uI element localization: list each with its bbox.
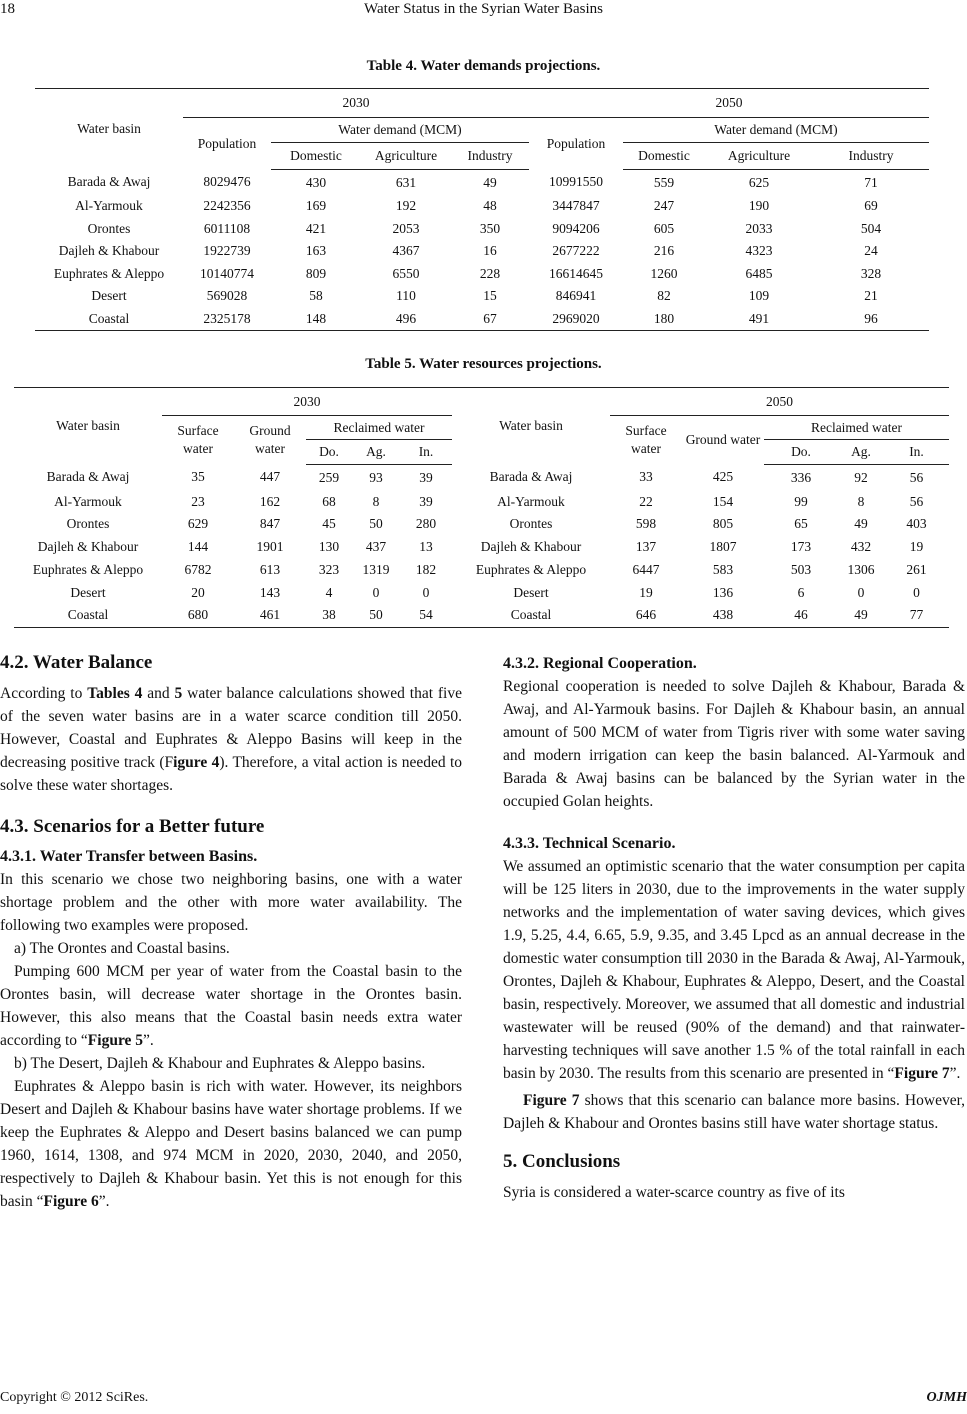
table5-cell-s30: 35 <box>191 469 205 485</box>
table5-cell-basin2: Euphrates & Aleppo <box>475 562 587 578</box>
table4-cell-p50: 9094206 <box>552 220 600 236</box>
table5-cell-s30: 680 <box>162 604 234 627</box>
table5-cell-g50: 1807 <box>709 539 737 555</box>
table5-cell-in50: 403 <box>906 516 927 532</box>
section-4-3-2-heading: 4.3.2. Regional Cooperation. <box>503 655 697 672</box>
table5-cell-g30: 1901 <box>256 539 284 555</box>
table4-cell-basin: Orontes <box>87 220 131 236</box>
table5-row <box>14 465 949 491</box>
table5-row <box>14 604 949 627</box>
table5-cell-basin: Barada & Awaj <box>46 469 130 485</box>
table4-cell-basin: Desert <box>91 288 127 304</box>
table5-cell-do30: 45 <box>322 516 336 532</box>
table5-header-do-2030: Do. <box>306 440 352 465</box>
table4-cell-d50: 82 <box>657 288 671 304</box>
section-4-3-2-paragraph: Regional cooperation is needed to solve Dajleh & Khabour, Barada & Awaj, and Al-Yarmouk basins. For Dajleh & Khabour basin, an annual amount of 500 MCM of water from Tigris river with some water saving and modern irrigation can keep the basin balanced. Al-Yarmouk and Barada & Awaj basins can be balanced by the Syrian water in the occupied Golan heights. <box>503 678 965 810</box>
table5-cell-s50: 6447 <box>632 562 660 578</box>
table5-header-ground-2050: Ground water <box>685 432 761 448</box>
table5 <box>14 387 949 628</box>
table4-row <box>35 285 929 308</box>
table5-cell-in30: 54 <box>400 604 452 627</box>
table5-cell-s50: 646 <box>610 604 682 627</box>
table5-cell-in30: 39 <box>419 493 433 509</box>
table5-header-ag-2050: Ag. <box>838 440 884 465</box>
table4-cell-a30: 6550 <box>392 265 420 281</box>
table5-cell-basin: Dajleh & Khabour <box>37 539 139 555</box>
table5-cell-ag30: 50 <box>352 604 400 627</box>
table5-cell-basin2: Barada & Awaj <box>489 469 573 485</box>
table4-cell-a30: 192 <box>395 198 417 214</box>
table4-cell-p50: 10991550 <box>549 174 603 190</box>
table4-cell-d50: 559 <box>653 174 675 190</box>
table5-cell-g50: 583 <box>712 562 734 578</box>
table4-cell-i30: 67 <box>451 308 529 331</box>
table5-header-ag-2030: Ag. <box>352 440 400 465</box>
table4-cell-p50: 846941 <box>555 288 597 304</box>
table5-cell-basin2: Coastal <box>452 604 610 627</box>
table4-cell-a30: 4367 <box>392 243 420 259</box>
table4-cell-i30: 350 <box>479 220 501 236</box>
table5-cell-in50: 261 <box>906 562 927 578</box>
table5-cell-ag50: 49 <box>838 604 884 627</box>
table4-cell-i30: 228 <box>479 265 501 281</box>
table5-cell-basin: Desert <box>70 584 106 600</box>
journal-abbreviation: OJMH <box>926 1390 967 1405</box>
table5-cell-s50: 19 <box>639 584 653 600</box>
table5-cell-s30: 6782 <box>184 562 212 578</box>
table4-header-population-2030: Population <box>197 135 257 151</box>
table5-cell-s30: 20 <box>191 584 205 600</box>
table5-cell-g50: 154 <box>712 493 734 509</box>
table4-row <box>35 218 929 241</box>
table5-cell-ag50: 1306 <box>847 562 875 578</box>
table5-cell-do50: 336 <box>790 469 812 485</box>
table5-header-2050: 2050 <box>610 388 949 416</box>
table4-header-basin: Water basin <box>35 89 183 170</box>
table4-header-industry-2030: Industry <box>451 143 529 170</box>
table4-row <box>35 263 929 286</box>
section-4-2-heading: 4.2. Water Balance <box>0 652 153 673</box>
table5-header-reclaimed-2050: Reclaimed water <box>764 416 949 440</box>
table4-cell-a50: 491 <box>705 308 813 331</box>
table4-cell-d30: 58 <box>309 288 323 304</box>
table5-caption: Table 5. Water resources projections. <box>365 356 602 372</box>
table4-cell-d30: 163 <box>305 243 327 259</box>
table5-header-do-2050: Do. <box>764 440 838 465</box>
table4-cell-p50: 2969020 <box>529 308 623 331</box>
table4-cell-d50: 605 <box>653 220 675 236</box>
table4-cell-basin: Dajleh & Khabour <box>58 243 160 259</box>
table4-cell-a50: 190 <box>748 198 770 214</box>
table4-cell-a30: 631 <box>395 174 417 190</box>
table4-cell-d30: 430 <box>305 174 327 190</box>
table4-cell-d50: 1260 <box>650 265 678 281</box>
table4-cell-a30: 496 <box>361 308 451 331</box>
table5-cell-in30: 39 <box>419 469 433 485</box>
table5-cell-ag50: 49 <box>854 516 868 532</box>
table4-header-agriculture-2050: Agriculture <box>705 143 813 170</box>
table5-cell-do30: 323 <box>318 562 340 578</box>
table4-cell-d30: 421 <box>305 220 327 236</box>
table5-cell-basin: Euphrates & Aleppo <box>32 562 144 578</box>
table4-cell-i30: 15 <box>483 288 497 304</box>
table5-cell-do30: 38 <box>306 604 352 627</box>
table5-header-surface-2050: Surface water <box>625 423 667 457</box>
table5-cell-basin: Orontes <box>66 516 110 532</box>
section-4-3-heading: 4.3. Scenarios for a Better future <box>0 816 265 837</box>
table5-row <box>14 490 949 513</box>
table5-cell-do30: 68 <box>322 493 336 509</box>
table5-cell-ag30: 0 <box>372 584 380 600</box>
table5-cell-g30: 447 <box>259 469 281 485</box>
section-4-3-3-heading: 4.3.3. Technical Scenario. <box>503 835 676 852</box>
table4-cell-i50: 69 <box>864 198 878 214</box>
table5-cell-ag30: 437 <box>365 539 387 555</box>
table5-cell-ag50: 92 <box>854 469 868 485</box>
table5-header-ground-2030: Ground water <box>249 423 291 457</box>
right-column <box>503 650 965 1204</box>
table5-cell-do50: 503 <box>790 562 812 578</box>
left-column <box>0 650 462 1213</box>
table5-cell-s50: 598 <box>635 516 657 532</box>
table5-header-surface-2030: Surface water <box>177 423 219 457</box>
table4-cell-p30: 10140774 <box>200 265 254 281</box>
table5-cell-do30: 259 <box>318 469 340 485</box>
table5-row <box>14 559 949 582</box>
table4-cell-d50: 247 <box>653 198 675 214</box>
table4-cell-i50: 21 <box>864 288 878 304</box>
table4-header-demand-2030: Water demand (MCM) <box>271 118 529 143</box>
table5-cell-ag30: 93 <box>369 469 383 485</box>
table4-cell-basin: Euphrates & Aleppo <box>53 265 165 281</box>
table5-cell-basin2: Al-Yarmouk <box>497 493 565 509</box>
table4-header-industry-2050: Industry <box>813 143 929 170</box>
table4-cell-a50: 6485 <box>745 265 773 281</box>
example-b-label: b) The Desert, Dajleh & Khabour and Euphrates & Aleppo basins. <box>14 1055 426 1072</box>
table5-header-2030: 2030 <box>162 388 452 416</box>
table4 <box>35 88 929 331</box>
table5-cell-do50: 6 <box>797 584 805 600</box>
table4-cell-p30: 1922739 <box>203 243 251 259</box>
table5-row <box>14 536 949 559</box>
table5-cell-in50: 56 <box>909 493 924 509</box>
table4-cell-i50: 71 <box>864 174 878 190</box>
table4-row <box>35 308 929 331</box>
running-title: Water Status in the Syrian Water Basins <box>364 1 603 17</box>
example-a-paragraph: Pumping 600 MCM per year of water from the Coastal basin to the Orontes basin, will decrease water shortage in the Orontes basin. However, this also means that the Coastal basin needs extra water according to “Figure 5”. <box>0 963 462 1049</box>
table4-cell-d30: 148 <box>271 308 361 331</box>
table4-cell-d50: 180 <box>623 308 705 331</box>
table5-cell-basin2: Dajleh & Khabour <box>480 539 582 555</box>
table4-cell-basin: Coastal <box>35 308 183 331</box>
table5-cell-in50: 0 <box>913 584 920 600</box>
table5-cell-basin: Al-Yarmouk <box>54 493 122 509</box>
table5-cell-g50: 805 <box>712 516 734 532</box>
table5-header-in-2030: In. <box>400 440 452 465</box>
table4-header-population-2050: Population <box>546 135 606 151</box>
section-4-3-1-heading: 4.3.1. Water Transfer between Basins. <box>0 848 258 865</box>
table5-cell-do30: 4 <box>325 584 333 600</box>
table5-cell-s30: 23 <box>191 493 205 509</box>
table4-cell-i50: 96 <box>813 308 929 331</box>
table4-caption: Table 4. Water demands projections. <box>366 58 601 74</box>
page-header <box>0 0 967 22</box>
table4-cell-a30: 2053 <box>392 220 420 236</box>
table4-cell-i50: 328 <box>860 265 882 281</box>
table5-cell-do50: 173 <box>790 539 812 555</box>
table4-header-2030: 2030 <box>183 89 529 118</box>
table5-cell-s30: 629 <box>187 516 209 532</box>
table5-header-in-2050: In. <box>884 440 949 465</box>
table4-header-domestic-2050: Domestic <box>623 143 705 170</box>
table5-header-reclaimed-2030: Reclaimed water <box>306 416 452 440</box>
section-4-3-3-paragraph: We assumed an optimistic scenario that the water consumption per capita will be 125 liters in 2030, due to the improvements in the water supply networks and the implementation of water saving devices, which gives 1.9, 5.25, 4.4, 6.65, 5.9, 9.35, and 3.45 Lpcd as an annual decrease in the domestic water consumption till 2030 in the Barada & Awaj, Al-Yarmouk, Orontes, Dajleh & Khabour, Euphrates & Aleppo, Desert, and the Coastal basin, respectively. Moreover, we assumed that all domestic and industrial wastewater will be reused (90% of the demand) and that rainwater-harvesting techniques will save another 1.5 % of the total rainfall in each basin by 2030. The results from this scenario are presented in “Figure 7”. <box>503 858 965 1082</box>
table4-row <box>35 240 929 263</box>
table4-cell-i30: 49 <box>483 174 497 190</box>
table5-cell-ag30: 8 <box>372 493 380 509</box>
table5-row <box>14 513 949 536</box>
table4-cell-p30: 2242356 <box>203 198 251 214</box>
copyright-notice: Copyright © 2012 SciRes. <box>0 1390 149 1405</box>
table5-cell-ag30: 1319 <box>362 562 390 578</box>
table4-cell-d30: 809 <box>305 265 327 281</box>
table5-cell-basin2: Orontes <box>509 516 553 532</box>
table4-cell-basin: Al-Yarmouk <box>75 198 143 214</box>
example-a-label: a) The Orontes and Coastal basins. <box>14 940 230 957</box>
table5-cell-in50: 19 <box>909 539 924 555</box>
section-5-paragraph: Syria is considered a water-scarce country as five of its <box>503 1184 845 1201</box>
table5-cell-g30: 461 <box>234 604 306 627</box>
table5-cell-s30: 144 <box>187 539 209 555</box>
table4-row <box>35 170 929 196</box>
table5-cell-g30: 162 <box>259 493 281 509</box>
table4-header-2050: 2050 <box>529 89 929 118</box>
table5-header-basin-2050: Water basin <box>452 388 610 465</box>
table5-cell-s50: 22 <box>639 493 653 509</box>
table5-cell-basin: Coastal <box>14 604 162 627</box>
table5-cell-in30: 13 <box>419 539 433 555</box>
table4-cell-a50: 109 <box>748 288 770 304</box>
table5-cell-in30: 182 <box>415 562 437 578</box>
table5-cell-do30: 130 <box>318 539 340 555</box>
table5-cell-basin2: Desert <box>513 584 549 600</box>
table5-cell-do50: 46 <box>764 604 838 627</box>
table4-cell-d30: 169 <box>305 198 327 214</box>
table4-cell-p30: 6011108 <box>203 220 251 236</box>
table5-cell-g50: 136 <box>712 584 734 600</box>
table4-cell-p30: 8029476 <box>203 174 251 190</box>
table4-cell-p50: 2677222 <box>552 243 600 259</box>
table5-cell-ag30: 50 <box>369 516 383 532</box>
table4-cell-p50: 16614645 <box>549 265 603 281</box>
table5-cell-ag50: 432 <box>850 539 872 555</box>
table5-cell-in30: 280 <box>415 516 437 532</box>
table5-header-basin-2030: Water basin <box>14 388 162 465</box>
table4-cell-a50: 4323 <box>745 243 773 259</box>
table4-row <box>35 195 929 218</box>
table5-cell-in30: 0 <box>422 584 430 600</box>
table4-cell-basin: Barada & Awaj <box>67 174 151 190</box>
table4-cell-a50: 2033 <box>745 220 773 236</box>
table5-cell-in50: 56 <box>909 469 924 485</box>
table5-cell-ag50: 0 <box>857 584 865 600</box>
table4-cell-i50: 504 <box>860 220 882 236</box>
table4-cell-i30: 48 <box>483 198 497 214</box>
table5-cell-do50: 65 <box>794 516 808 532</box>
table5-cell-ag50: 8 <box>857 493 865 509</box>
table4-cell-i50: 24 <box>864 243 878 259</box>
table5-cell-in50: 77 <box>884 604 949 627</box>
table5-row <box>14 581 949 604</box>
table4-cell-a50: 625 <box>748 174 770 190</box>
table5-cell-s50: 33 <box>639 469 653 485</box>
page-number: 18 <box>0 1 15 17</box>
table4-header-demand-2050: Water demand (MCM) <box>623 118 929 143</box>
table4-cell-p30: 569028 <box>206 288 248 304</box>
example-b-paragraph: Euphrates & Aleppo basin is rich with water. However, its neighbors Desert and Dajleh & Khabour basins have water shortage problems. If we keep the Euphrates & Aleppo and Desert basins balanced we can pump 1960, 1614, 1308, and 974 MCM in 2020, 2030, 2040, and 2050, respectively to Dajleh & Khabour basin. Yet this is not enough for this basin “Figure 6”. <box>0 1078 462 1210</box>
section-4-2-paragraph: According to Tables 4 and 5 water balance calculations showed that five of the seven water basins are in a water scarce condition till 2050. However, Coastal and Euphrates & Aleppo Basins will keep in the decreasing positive track (Figure 4). Therefore, a vital action is needed to solve these water shortages. <box>0 685 463 794</box>
section-5-heading: 5. Conclusions <box>503 1151 621 1172</box>
table4-cell-p50: 3447847 <box>552 198 600 214</box>
table5-cell-g30: 143 <box>259 584 281 600</box>
table5-cell-g30: 613 <box>259 562 281 578</box>
table4-cell-a30: 110 <box>396 288 416 304</box>
table4-cell-i30: 16 <box>483 243 497 259</box>
table4-header-domestic-2030: Domestic <box>271 143 361 170</box>
table4-cell-d50: 216 <box>653 243 675 259</box>
table5-cell-g50: 425 <box>712 469 734 485</box>
figure-7-paragraph: Figure 7 shows that this scenario can balance more basins. However, Dajleh & Khabour and Orontes basins still have water shortage status. <box>503 1092 965 1132</box>
table4-header-agriculture-2030: Agriculture <box>361 143 451 170</box>
table5-cell-g50: 438 <box>682 604 764 627</box>
table5-cell-g30: 847 <box>259 516 281 532</box>
section-4-3-1-paragraph: In this scenario we chose two neighboring basins, one with a water shortage problem and the other with more water availability. The following two examples were proposed. <box>0 871 462 934</box>
table5-cell-s50: 137 <box>635 539 657 555</box>
table5-cell-do50: 99 <box>794 493 808 509</box>
table4-cell-p30: 2325178 <box>183 308 271 331</box>
